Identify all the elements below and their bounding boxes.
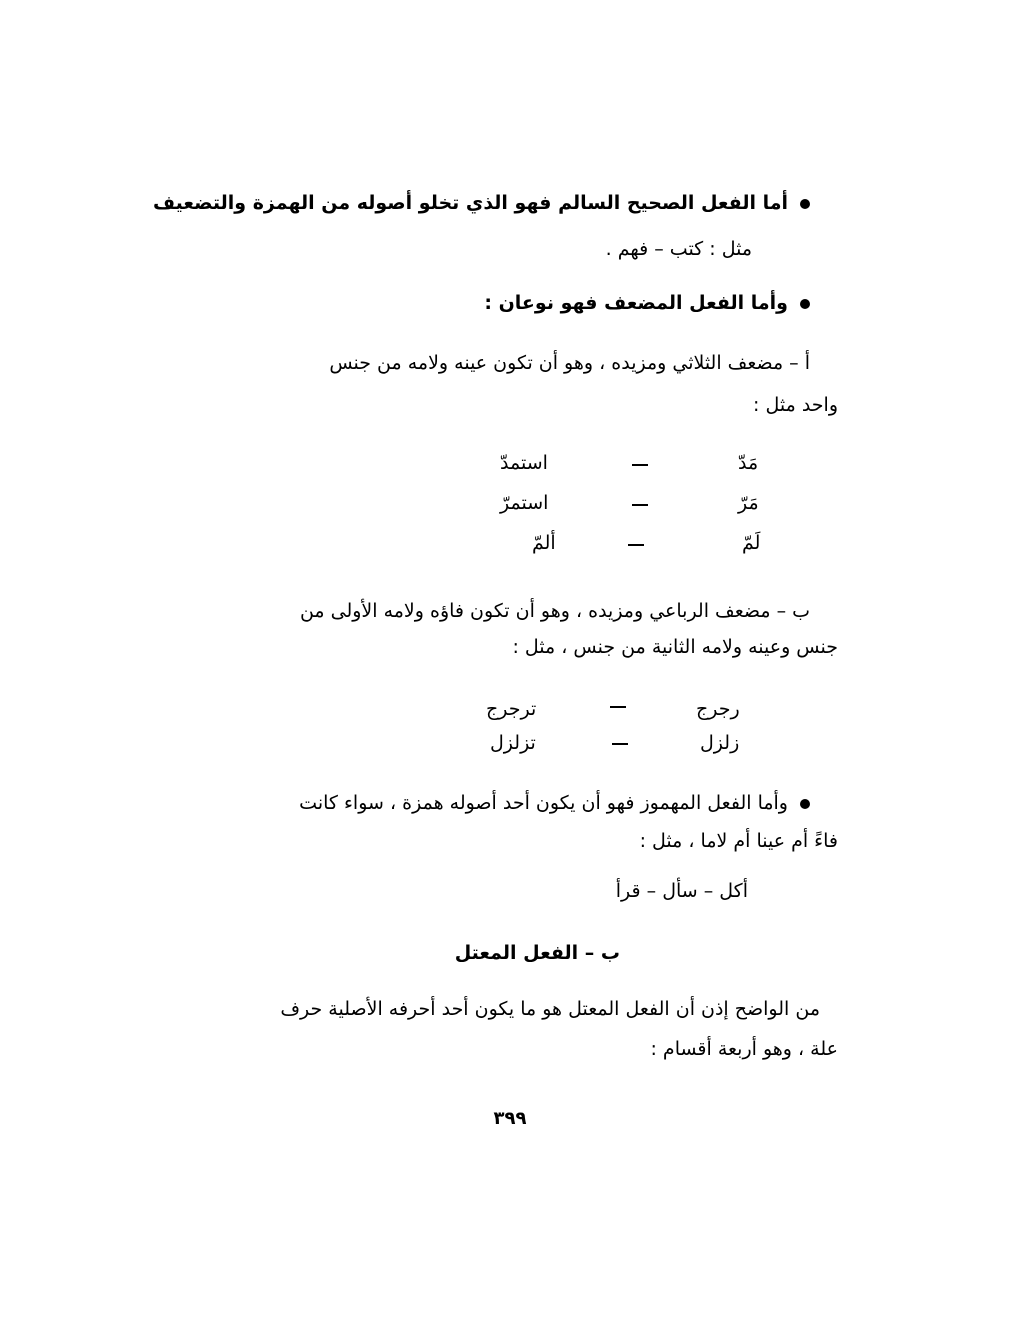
paragraph-sahih-line1 [153, 190, 810, 216]
example-derived: ترجرج [486, 698, 537, 720]
bullet-icon [800, 299, 810, 309]
example-base: زلزل [700, 732, 740, 754]
paragraph-mudaaf-intro [484, 290, 810, 316]
paragraph-ba-line2: جنس وعينه ولامه الثانية من جنس ، مثل : [512, 636, 838, 658]
dash-divider [632, 504, 648, 506]
example-base: رجرج [696, 698, 740, 720]
example-base: مَدّ [738, 452, 759, 474]
text: وأما الفعل المهموز فهو أن يكون أحد أصوله همزة ، سواء كانت [299, 792, 788, 814]
paragraph-mahmuz-line1 [299, 790, 810, 816]
mahmuz-examples: أكل – سأل – قرأ [615, 880, 748, 902]
bullet-icon [800, 199, 810, 209]
text: أما الفعل الصحيح السالم فهو الذي تخلو أصوله من الهمزة والتضعيف [153, 192, 788, 214]
paragraph-mutal-line1: من الواضح إذن أن الفعل المعتل هو ما يكون أحد أحرفه الأصلية حرف [280, 998, 820, 1020]
paragraph-alif-line1: أ – مضعف الثلاثي ومزيده ، وهو أن تكون عينه ولامه من جنس [329, 352, 810, 374]
paragraph-ba-line1: ب – مضعف الرباعي ومزيده ، وهو أن تكون فاؤه ولامه الأولى من [299, 600, 810, 622]
example-derived: استمدّ [500, 452, 548, 474]
page-number: ٣٩٩ [493, 1108, 527, 1129]
example-base: مَرّ [738, 492, 759, 514]
paragraph-sahih-line2: مثل : كتب – فهم . [605, 238, 752, 260]
dash-divider [632, 464, 648, 466]
section-heading: ب – الفعل المعتل [454, 942, 620, 964]
dash-divider [612, 743, 628, 745]
paragraph-mahmuz-line2: فاءً أم عينا أم لاما ، مثل : [639, 830, 838, 852]
example-derived: تزلزل [490, 732, 536, 754]
example-derived: استمرّ [500, 492, 549, 514]
bullet-icon [800, 799, 810, 809]
example-derived: ألمّ [532, 532, 556, 554]
example-base: لَمّ [742, 532, 761, 554]
dash-divider [628, 544, 644, 546]
paragraph-alif-line2: واحد مثل : [753, 394, 838, 416]
dash-divider [610, 706, 626, 708]
paragraph-mutal-line2: علة ، وهو أربعة أقسام : [650, 1038, 838, 1060]
text: وأما الفعل المضعف فهو نوعان : [484, 292, 788, 314]
